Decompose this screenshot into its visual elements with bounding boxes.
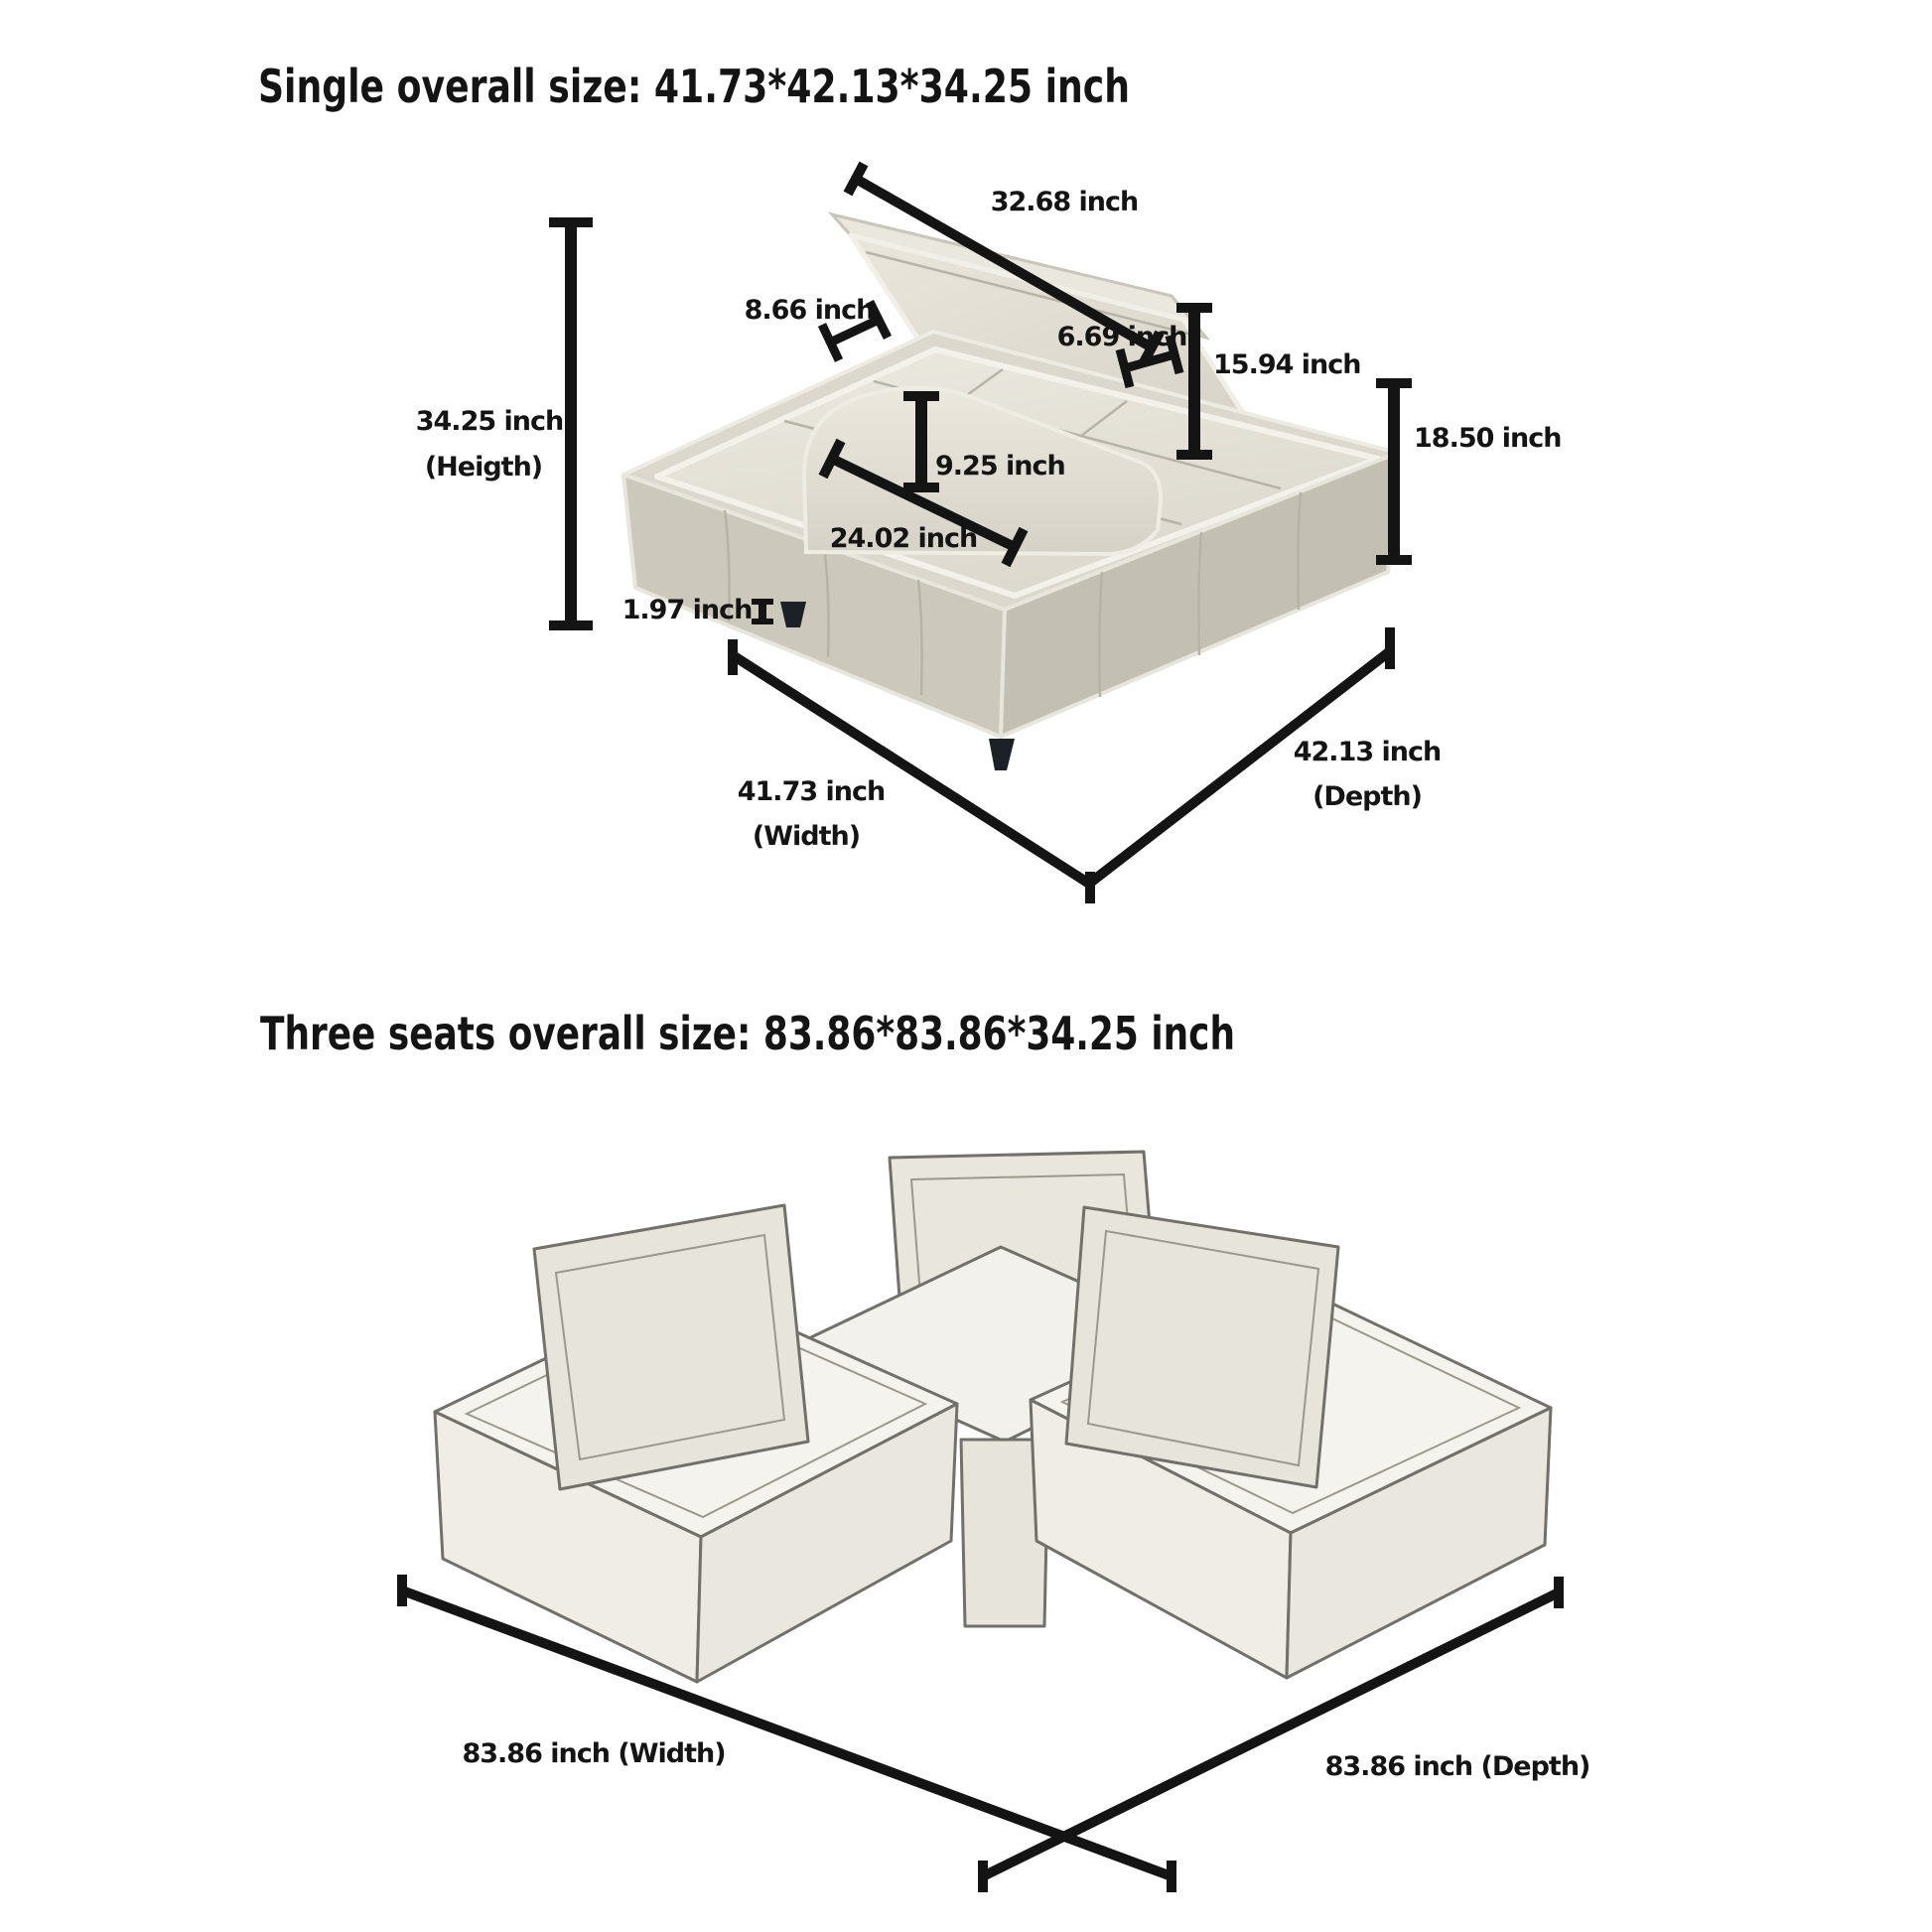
three-seat-illustration — [435, 1152, 1551, 1682]
pillow-thickness-label: 6.69 inch — [1056, 322, 1187, 352]
height-note-label: (Heigth) — [424, 452, 543, 483]
bolster-height-label: 9.25 inch — [935, 451, 1065, 482]
single-title: Single overall size: 41.73*42.13*34.25 inch — [258, 60, 1130, 113]
height-label: 34.25 inch — [415, 406, 564, 437]
three-depth-label: 83.86 inch (Depth) — [1324, 1751, 1590, 1782]
left-module-pillow — [534, 1205, 808, 1489]
width-note-label: (Width) — [752, 821, 861, 852]
single-sofa-illustration — [623, 214, 1398, 770]
three-width-label: 83.86 inch (Width) — [462, 1738, 726, 1769]
single-sofa-corner-leg — [989, 739, 1015, 770]
three-seats-title: Three seats overall size: 83.86*83.86*34.25 inch — [260, 1007, 1235, 1060]
depth-dim-line — [1089, 651, 1390, 884]
leg-height-label: 1.97 inch — [621, 595, 753, 625]
back-height-label: 15.94 inch — [1213, 349, 1361, 380]
depth-note-label: (Depth) — [1312, 781, 1422, 812]
tick — [848, 164, 864, 194]
right-module-pillow — [1066, 1207, 1338, 1487]
seat-height-label: 18.50 inch — [1414, 423, 1562, 454]
width-label: 41.73 inch — [737, 776, 886, 807]
bolster-length-label: 24.02 inch — [829, 523, 978, 554]
back-thickness-label: 8.66 inch — [744, 295, 875, 326]
depth-label: 42.13 inch — [1293, 737, 1442, 767]
back-width-label: 32.68 inch — [990, 187, 1139, 217]
